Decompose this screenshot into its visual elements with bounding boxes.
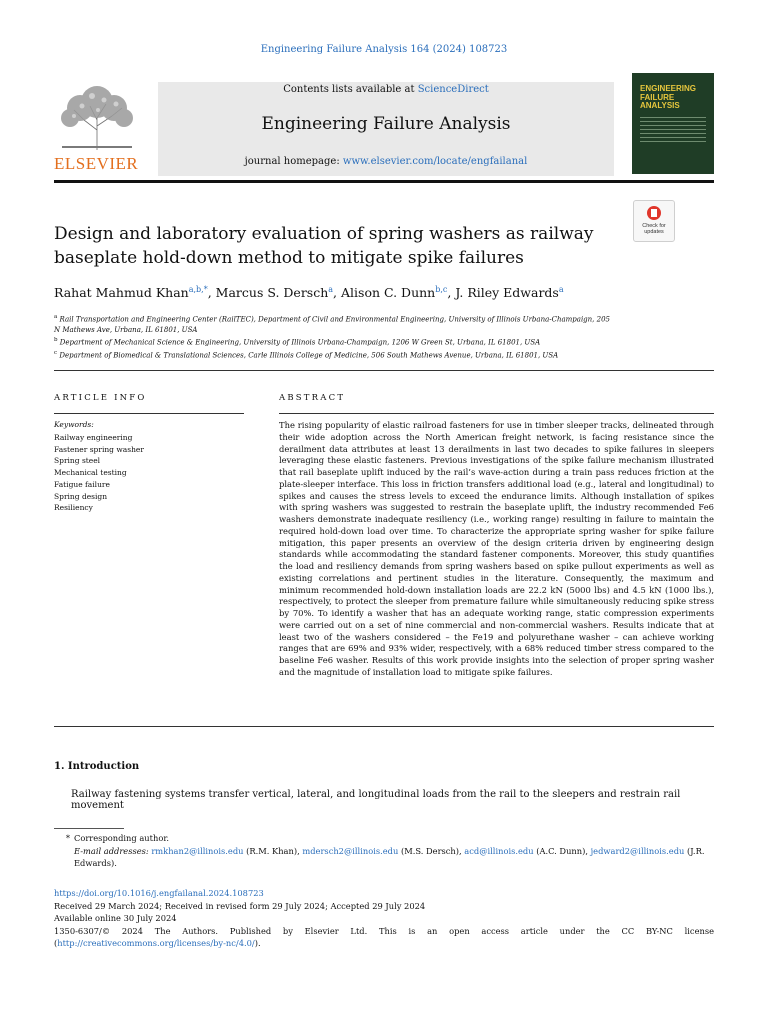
info-top-rule xyxy=(54,370,714,371)
email-link[interactable]: acd@illinois.edu xyxy=(464,845,534,856)
email-link[interactable]: rmkhan2@illinois.edu xyxy=(151,845,244,856)
keyword-item: Mechanical testing xyxy=(54,468,127,478)
keyword-item: Railway engineering xyxy=(54,433,133,442)
journal-reference[interactable]: Engineering Failure Analysis 164 (2024) 108723 xyxy=(260,44,508,55)
cover-title: ENGINEERING FAILURE ANALYSIS xyxy=(640,84,697,110)
abstract-heading: ABSTRACT xyxy=(279,393,346,403)
article-info-rule xyxy=(54,413,244,414)
author-name[interactable]: Marcus S. Dersch xyxy=(215,285,329,301)
author-separator: , xyxy=(207,285,216,301)
crossmark-icon xyxy=(647,206,661,220)
email-owner: (R.M. Khan), xyxy=(246,845,303,856)
corresponding-author-note xyxy=(54,832,714,845)
affiliation-item xyxy=(54,348,614,361)
email-addresses xyxy=(54,845,714,870)
keyword-item: Resiliency xyxy=(54,503,93,513)
author-affil-mark[interactable]: b,c xyxy=(435,285,448,294)
keyword-item: Fatigue failure xyxy=(54,479,110,489)
contents-line xyxy=(158,84,614,95)
affiliation-text: Rail Transportation and Engineering Center (RailTEC), Department of Civil and Environmental Engineering, University of Illinois Urbana-Champaign, 205 N Mathews Ave, Urbana, IL 61801, USA xyxy=(54,315,610,334)
affiliation-text: Department of Mechanical Science & Engineering, University of Illinois Urbana-Champaign, 1206 W Green St, Urbana, IL 61801, USA xyxy=(59,338,541,347)
available-online: Available online 30 July 2024 xyxy=(54,913,177,923)
keyword-item: Spring design xyxy=(54,491,108,501)
contents-prefix: Contents lists available at xyxy=(283,84,415,95)
email-owner: (M.S. Dersch), xyxy=(400,845,465,856)
keywords-label: Keywords: xyxy=(54,420,94,429)
footnote-rule xyxy=(54,828,124,829)
author-affil-mark[interactable]: a xyxy=(328,285,334,294)
affiliations xyxy=(54,312,614,361)
header-rule xyxy=(54,180,714,183)
keyword-item: Spring steel xyxy=(54,456,101,466)
author-separator: , xyxy=(333,285,341,301)
article-info-heading: ARTICLE INFO xyxy=(54,393,147,403)
sciencedirect-link[interactable]: ScienceDirect xyxy=(417,84,489,95)
author-name[interactable]: Alison C. Dunn xyxy=(341,285,436,301)
journal-masthead xyxy=(158,82,614,176)
affiliation-item xyxy=(54,335,614,348)
abstract-rule xyxy=(279,413,714,414)
affiliation-mark: b xyxy=(54,337,58,344)
journal-cover-image[interactable] xyxy=(632,73,714,174)
email-owner: (J.R. Edwards). xyxy=(74,845,705,868)
introduction-first-line: Railway fastening systems transfer vertical, lateral, and longitudinal loads from the rail to the sleepers and restrain rail movement xyxy=(71,789,681,811)
license-suffix: ). xyxy=(254,938,261,948)
email-link[interactable]: mdersch2@illinois.edu xyxy=(302,845,399,856)
homepage-link[interactable]: www.elsevier.com/locate/engfailanal xyxy=(342,156,528,167)
received-dates: Received 29 March 2024; Received in revised form 29 July 2024; Accepted 29 July 2024 xyxy=(54,900,426,911)
license-text: 1350-6307/© 2024 The Authors. Published by Elsevier Ltd. This is an open access article under the CC BY-NC license ( xyxy=(54,925,714,948)
affiliation-item xyxy=(54,312,614,335)
keywords-list xyxy=(54,432,144,514)
journal-title: Engineering Failure Analysis xyxy=(261,114,511,134)
affiliation-mark: c xyxy=(54,350,58,357)
author-list xyxy=(54,285,714,300)
affiliation-mark: a xyxy=(54,314,58,320)
email-label: E-mail addresses: xyxy=(74,845,149,856)
author-separator: , xyxy=(447,285,456,301)
license-link[interactable]: http://creativecommons.org/licenses/by-nc/4.0/ xyxy=(57,938,255,948)
abstract-bottom-rule xyxy=(54,726,714,727)
paper-title: Design and laboratory evaluation of spring washers as railway baseplate hold-down method to mitigate spike failures xyxy=(54,224,594,268)
homepage-line xyxy=(158,156,614,167)
crossmark-label: Check for updates xyxy=(642,223,666,235)
footnote-star: * xyxy=(65,833,70,843)
author-name[interactable]: J. Riley Edwards xyxy=(455,285,559,301)
abstract-body: The rising popularity of elastic railroad fasteners for use in timber sleeper tracks, delineated through their wide adoption across the North American freight network, is facing resistance since the derailment data attributes at least 13 derailments in last two decades to spike failures in sleepers leveraging these elastic fasteners. Previous investigations of the spike failure mechanism illustrated that rail baseplate uplift induced by the rail’s wave-action during a train pass reduces friction at the plate-sleeper interface. This loss in friction transfers additional load (e.g., lateral and longitudinal) to spikes and causes the stress levels to exceed the endurance limits. Although installation of spikes with spring washers was suggested to restrain the baseplate uplift, the industry recommended Fe6 washers demonstrate inadequate resiliency (i.e., working range) resulting in failure to maintain the required hold-down load over time. To characterize the appropriate spring washer for spike failure mitigation, this paper presents an overview of the design criteria driven by engineering design standards while accommodating the standard fastener components. Moreover, this study quantifies the load and resiliency demands from spring washers based on spike pullout experiments as well as existing correlations and pertinent studies in the literature. Consequently, the maximum and minimum recommended hold-down installation loads are 22.2 kN (5000 lbs) and 4.5 kN (1000 lbs.), respectively, to protect the sleeper from premature failure while simultaneously reducing spike stress by 70%. To identify a washer that has an adequate working range, static compression experiments were carried out on a set of nine commercial and non-commercial washers. Results indicate that at least two of the washers considered – the Fe19 and polyurethane washer – can achieve working ranges that are 69% and 93% wider, respectively, with a 68% reduced timber stress compared to the baseline Fe6 washer. Results of this work provide insights into the selection of proper spring washer and the magnitude of installation load to mitigate spike failures. xyxy=(279,420,714,677)
email-link[interactable]: jedward2@illinois.edu xyxy=(590,845,685,856)
cover-decoration xyxy=(640,117,706,145)
license-statement xyxy=(54,925,714,950)
footnotes xyxy=(54,832,714,870)
keyword-item: Fastener spring washer xyxy=(54,444,144,454)
corresponding-author-text: Corresponding author. xyxy=(74,833,170,843)
author-name[interactable]: Rahat Mahmud Khan xyxy=(54,285,189,301)
doi-link[interactable]: https://doi.org/10.1016/j.engfailanal.2024.108723 xyxy=(54,888,264,898)
elsevier-wordmark[interactable]: ELSEVIER xyxy=(54,154,139,173)
crossmark-badge[interactable] xyxy=(633,200,675,242)
homepage-prefix: journal homepage: xyxy=(244,156,340,167)
introduction-heading: 1. Introduction xyxy=(54,761,140,772)
email-owner: (A.C. Dunn), xyxy=(536,845,591,856)
author-affil-mark[interactable]: a xyxy=(558,285,564,294)
bibliographic-info xyxy=(54,887,714,950)
affiliation-text: Department of Biomedical & Translational Sciences, Carle Illinois College of Medicine, 506 South Mathews Avenue, Urbana, IL 61801, USA xyxy=(59,351,559,360)
author-affil-mark[interactable]: a,b,* xyxy=(188,285,208,294)
